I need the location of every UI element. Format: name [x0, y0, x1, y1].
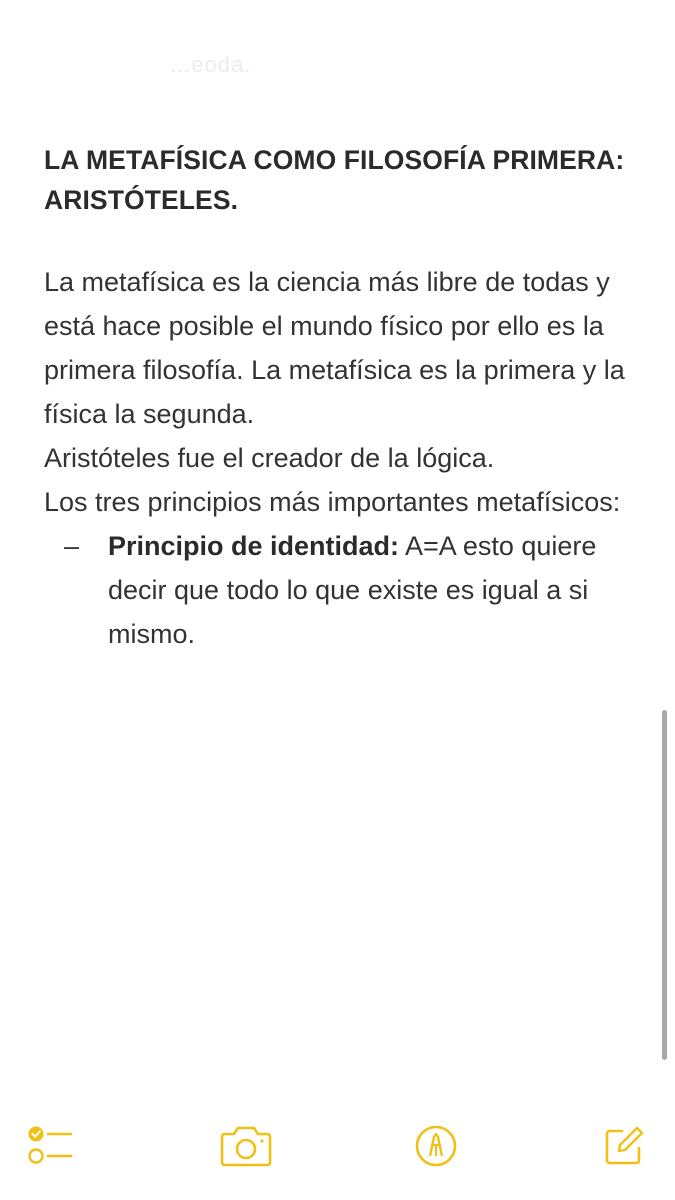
checklist-button[interactable] [24, 1118, 80, 1174]
camera-icon [219, 1124, 273, 1168]
note-title[interactable]: LA METAFÍSICA COMO FILOSOFÍA PRIMERA: ARISTÓTELES. [44, 145, 625, 215]
note-editor[interactable] [44, 140, 634, 656]
bullet-dash: – [64, 531, 80, 561]
bullet-item[interactable] [44, 524, 634, 656]
compose-icon [602, 1124, 646, 1168]
bottom-toolbar [0, 1090, 675, 1200]
note-body[interactable] [44, 260, 634, 656]
bullet-text: A=A esto quiere decir que todo lo que existe es igual a si mismo. [108, 531, 597, 649]
markup-button[interactable] [408, 1118, 464, 1174]
note-paragraph[interactable]: Los tres principios más importantes metafísicos: [44, 487, 621, 517]
note-paragraph[interactable]: Aristóteles fue el creador de la lógica. [44, 443, 495, 473]
faded-previous-text: ...eoda. [170, 52, 252, 77]
camera-button[interactable] [218, 1118, 274, 1174]
note-paragraph[interactable]: La metafísica es la ciencia más libre de todas y está hace posible el mundo físico por ello es la primera filosofía. La metafísica es la primera y la física la segunda. [44, 267, 625, 429]
compose-button[interactable] [596, 1118, 652, 1174]
scroll-indicator[interactable] [662, 710, 667, 1060]
markup-pen-icon [413, 1123, 459, 1169]
bullet-term: Principio de identidad: [108, 531, 400, 561]
checklist-icon [27, 1123, 77, 1169]
